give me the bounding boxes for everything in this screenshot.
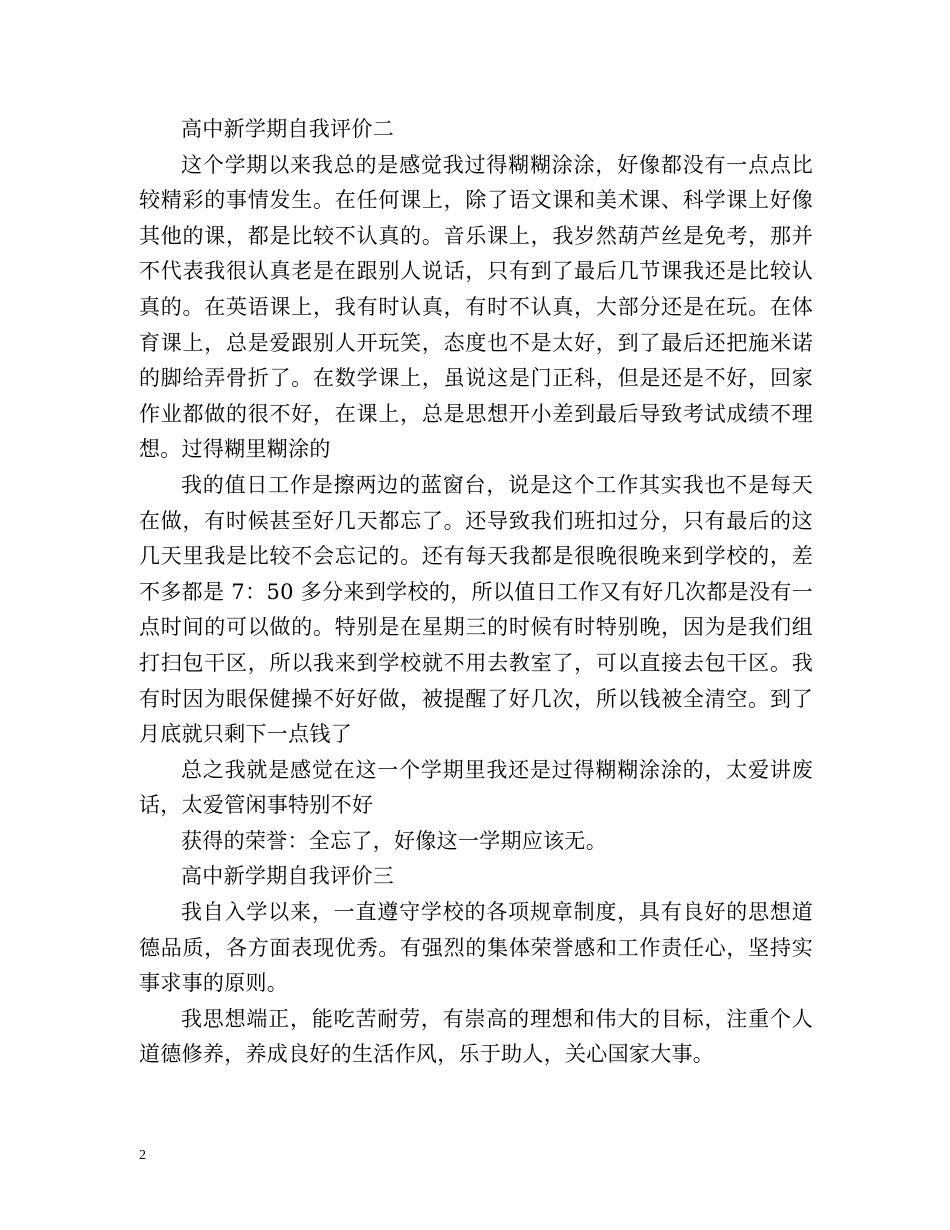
paragraph-honors: 获得的荣誉：全忘了，好像这一学期应该无。	[181, 828, 607, 853]
paragraph-rules: 我自入学以来，一直遵守学校的各项规章制度，具有良好的思想道德品质，各方面表现优秀。有强烈的集体荣誉感和工作责任心，坚持实事求事的原则。	[139, 900, 813, 996]
paragraph-summary: 总之我就是感觉在这一个学期里我还是过得糊糊涂涂的，太爱讲废话，太爱管闲事特别不好	[139, 757, 813, 818]
section-heading-3: 高中新学期自我评价三	[181, 864, 394, 889]
page-number: 2	[139, 1148, 146, 1163]
paragraph-duty-work: 我的值日工作是擦两边的蓝窗台，说是这个工作其实我也不是每天在做，有时候甚至好几天都忘了。还导致我们班扣过分，只有最后的这几天里我是比较不会忘记的。还有每天我都是很晚很晚来到学校的，差不多都是 7：50 多分来到学校的，所以值日工作又有好几次都是没有一点时间的可以做的。特别是在星期三的时候有时特别晚，因为是我们组打扫包干区，所以我来到学校就不用去教室了，可以直接去包干区。我有时因为眼保健操不好好做，被提醒了好几次，所以钱被全清空。到了月底就只剩下一点钱了	[139, 472, 813, 747]
paragraph-thinking: 我思想端正，能吃苦耐劳，有崇高的理想和伟大的目标，注重个人道德修养，养成良好的生活作风，乐于助人，关心国家大事。	[139, 1006, 813, 1067]
section-heading-2: 高中新学期自我评价二	[181, 117, 394, 141]
paragraph-class-attitude: 这个学期以来我总的是感觉我过得糊糊涂涂，好像都没有一点点比较精彩的事情发生。在任何课上，除了语文课和美术课、科学课上好像其他的课，都是比较不认真的。音乐课上，我岁然葫芦丝是免考，那并不代表我很认真老是在跟别人说话，只有到了最后几节课我还是比较认真的。在英语课上，我有时认真，有时不认真，大部分还是在玩。在体育课上，总是爱跟别人开玩笑，态度也不是太好，到了最后还把施米诺的脚给弄骨折了。在数学课上，虽说这是门正科，但是还是不好，回家作业都做的很不好，在课上，总是思想开小差到最后导致考试成绩不理想。过得糊里糊涂的	[139, 152, 813, 462]
page-body	[139, 112, 813, 1073]
